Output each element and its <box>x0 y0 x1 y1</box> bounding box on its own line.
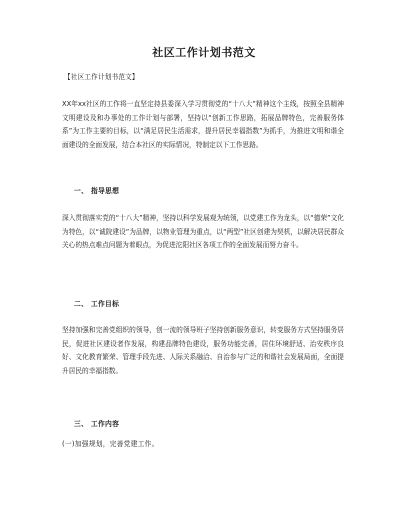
section-heading-content: 三、 工作内容 <box>74 420 120 428</box>
subsection-heading: (一)加强规划，完善党建工作。 <box>62 440 159 448</box>
intro-paragraph: XX年xx社区的工作将一直坚定持县委深入学习贯彻党的“十八大”精神这个主线，按照全县精神文明建设及和办事处的工作计划与部署，坚持以“创新工作思路，拓展品牌特色，完善服务体系”为工作主要的目标，以“满足居民生活需求，提升居民幸福指数”为抓手，为推进文明和谐全面建设的全面发展，结合本社区的实际情况，特制定以下工作思路。 <box>62 100 344 149</box>
document-title: 社区工作计划书范文 <box>152 46 256 59</box>
section-heading-guiding-thought: 一、 指导思想 <box>74 187 120 195</box>
section-heading-goals: 二、 工作目标 <box>74 300 120 308</box>
document-tag: 【社区工作计划书范文】 <box>64 73 139 81</box>
section-body-guiding-thought: 深入贯彻落实党的“十八大”精神，坚持以科学发展观为统领，以党建工作为龙头，以“德荣”文化为特色，以“诚院建设”为品牌，以物业管理为重点，以“两型”社区创建为契机，以解决居民群众关心的热点难点问题为着眼点，为促进沱阳社区各项工作的全面发展而努力奋斗。 <box>62 214 344 249</box>
section-body-goals: 坚持加强和完善党组织的领导，创一流的领导班子坚持创新服务意识，转变服务方式坚持服务居民，促进社区建设者作发展，构建品牌特色建设，服务功能完善，居住环境舒适、治安秩序良好、文化教育繁荣、管理手段先进、人际关系融洽、自治参与广泛的和谐社会发展局面，全面提升居民的幸福指数。 <box>62 326 344 375</box>
